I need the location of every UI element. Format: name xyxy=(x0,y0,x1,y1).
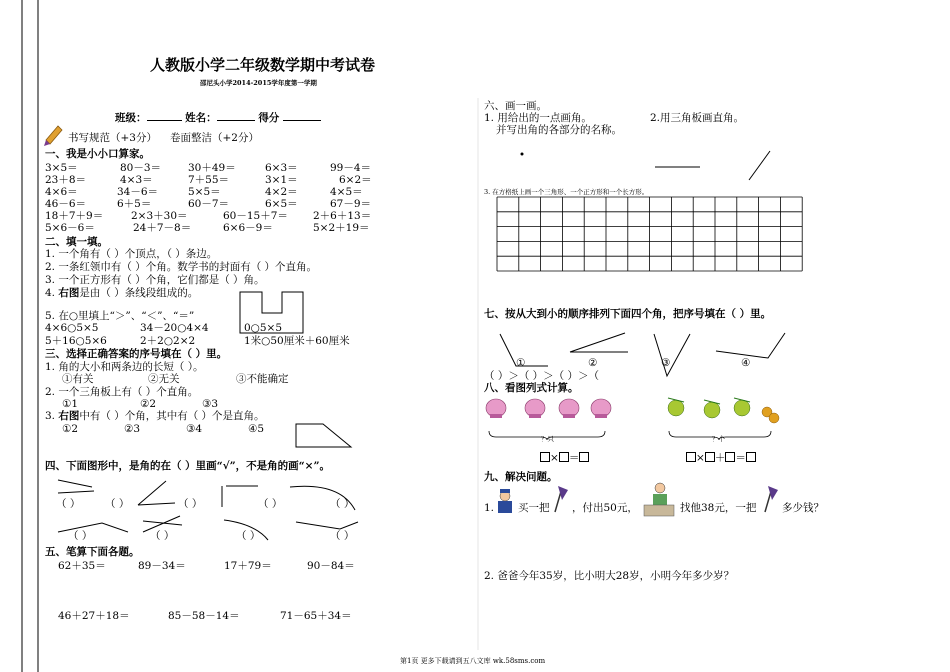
s3-q2: 2. 一个三角板上有（ ）个直角。 xyxy=(45,386,199,398)
s3-q3-opt1: ①2 xyxy=(62,423,79,435)
s7-label-3: ③ xyxy=(661,357,671,369)
s4-heading: 四、下面图形中，是角的在（ ）里画“√”，不是角的画“×”。 xyxy=(45,460,331,472)
s3-q2-opt2: ②2 xyxy=(140,398,157,410)
s3-q3-opt2: ②3 xyxy=(124,423,141,435)
s4-blank-8[interactable]: （ ） xyxy=(236,530,261,542)
s9-q1-d: 多少钱？ xyxy=(782,502,824,514)
s7-label-2: ② xyxy=(588,357,598,369)
s9-q1-c: 找他38元，一把 xyxy=(680,502,757,514)
s9-q1-num: 1. xyxy=(484,502,495,514)
s1-heading: 一、我是小小口算家。 xyxy=(45,148,150,160)
s3-q1-opt1: ①有关 xyxy=(62,373,94,385)
writing-norm: 书写规范（+3分） xyxy=(68,132,157,144)
s6-q2: 2.用三角板画直角。 xyxy=(650,112,745,124)
s2-q3: 3. 一个正方形有（ ）个角，它们都是（ ）角。 xyxy=(45,274,265,286)
s6-heading: 六、画一画。 xyxy=(484,100,547,112)
s8-heading: 八、看图列式计算。 xyxy=(484,382,579,394)
s2-q5-r2b: 2＋2○2×2 xyxy=(140,335,196,347)
s9-q2: 2. 爸爸今年35岁，比小明大28岁，小明今年多少岁？ xyxy=(484,570,735,582)
name-label: 姓名： xyxy=(185,112,217,124)
s4-blank-5[interactable]: （ ） xyxy=(330,498,355,510)
s8-right-label: ？个 xyxy=(712,435,725,443)
s4-blank-6[interactable]: （ ） xyxy=(68,530,93,542)
s6-q1b: 并写出角的各部分的名称。 xyxy=(496,124,622,136)
s3-q2-opt3: ③3 xyxy=(202,398,219,410)
s5-heading: 五、笔算下面各题。 xyxy=(45,546,140,558)
s2-q5: 5. 在○里填上“＞”、“＜”、“＝” xyxy=(45,310,195,322)
s8-right-equation[interactable]: × ＋ ＝ xyxy=(686,452,756,464)
s5-r1-1: 62＋35＝ xyxy=(58,560,106,572)
s4-blank-4[interactable]: （ ） xyxy=(258,498,283,510)
s2-heading: 二、填一填。 xyxy=(45,236,108,248)
s4-blank-1[interactable]: （ ） xyxy=(56,498,81,510)
s8-left-label: ？只 xyxy=(541,435,554,443)
score-label: 得分 xyxy=(258,112,280,124)
s3-q3-opt4: ④5 xyxy=(248,423,265,435)
s9-heading: 九、解决问题。 xyxy=(484,471,558,483)
s2-q1: 1. 一个角有（ ）个顶点，（ ）条边。 xyxy=(45,248,218,260)
s7-heading: 七、按从大到小的顺序排列下面四个角，把序号填在（ ）里。 xyxy=(484,308,772,320)
s2-q4: 4. 右图是由（ ）条线段组成的。 xyxy=(45,287,199,299)
s2-q5-r1a: 4×6○5×5 xyxy=(45,322,99,334)
neatness: 卷面整洁（+2分） xyxy=(170,132,259,144)
s7-order[interactable]: （ ）＞（ ）＞（ ）＞（ xyxy=(484,370,600,382)
s5-r1-2: 89－34＝ xyxy=(138,560,186,572)
s5-r2-2: 85－58－14＝ xyxy=(168,610,240,622)
s5-r1-3: 17＋79＝ xyxy=(224,560,272,572)
s2-q2: 2. 一条红领巾有（ ）个角。数学书的封面有（ ）个直角。 xyxy=(45,261,318,273)
page-title: 人教版小学二年级数学期中考试卷 xyxy=(150,56,376,74)
s3-q1: 1. 角的大小和两条边的长短（ ）。 xyxy=(45,361,204,373)
s4-blank-7[interactable]: （ ） xyxy=(150,530,175,542)
page-footer: 第1页 更多下载请到五八文库 wk.58sms.com xyxy=(400,657,546,665)
s3-q1-opt3: ③不能确定 xyxy=(236,373,289,385)
s2-q5-r2a: 5＋16○5×6 xyxy=(45,335,107,347)
s4-blank-2[interactable]: （ ） xyxy=(105,498,130,510)
s3-q2-opt1: ①1 xyxy=(62,398,79,410)
s9-q1-b: ，付出50元， xyxy=(572,502,638,514)
s3-q3-opt3: ③4 xyxy=(186,423,203,435)
s6-q3: 3. 在方格纸上画一个三角形、一个正方形和一个长方形。 xyxy=(484,188,649,196)
s9-q1-a: 买一把 xyxy=(518,502,550,514)
s5-r2-1: 46＋27＋18＝ xyxy=(58,610,130,622)
s3-heading: 三、选择正确答案的序号填在（ ）里。 xyxy=(45,348,228,360)
s8-left-equation[interactable]: × ＝ xyxy=(540,452,589,464)
s2-q5-r2c: 1米○50厘米＋60厘米 xyxy=(244,335,350,347)
s3-q3: 3. 右图中有（ ）个角，其中有（ ）个是直角。 xyxy=(45,410,265,422)
s6-q1: 1. 用给出的一点画角。 xyxy=(484,112,592,124)
class-label: 班级： xyxy=(115,112,147,124)
s2-q5-tail: 0○5×5 xyxy=(244,322,283,334)
s3-q1-opt2: ②无关 xyxy=(148,373,180,385)
s4-blank-9[interactable]: （ ） xyxy=(330,530,355,542)
s7-label-4: ④ xyxy=(741,357,751,369)
s5-r2-3: 71－65＋34＝ xyxy=(280,610,352,622)
page-subtitle: 邵尼头小学2014-2015学年度第一学期 xyxy=(200,79,317,87)
s4-blank-3[interactable]: （ ） xyxy=(178,498,203,510)
s2-q5-r1b: 34－20○4×4 xyxy=(140,322,209,334)
s5-r1-4: 90－84＝ xyxy=(307,560,355,572)
s7-label-1: ① xyxy=(516,357,526,369)
